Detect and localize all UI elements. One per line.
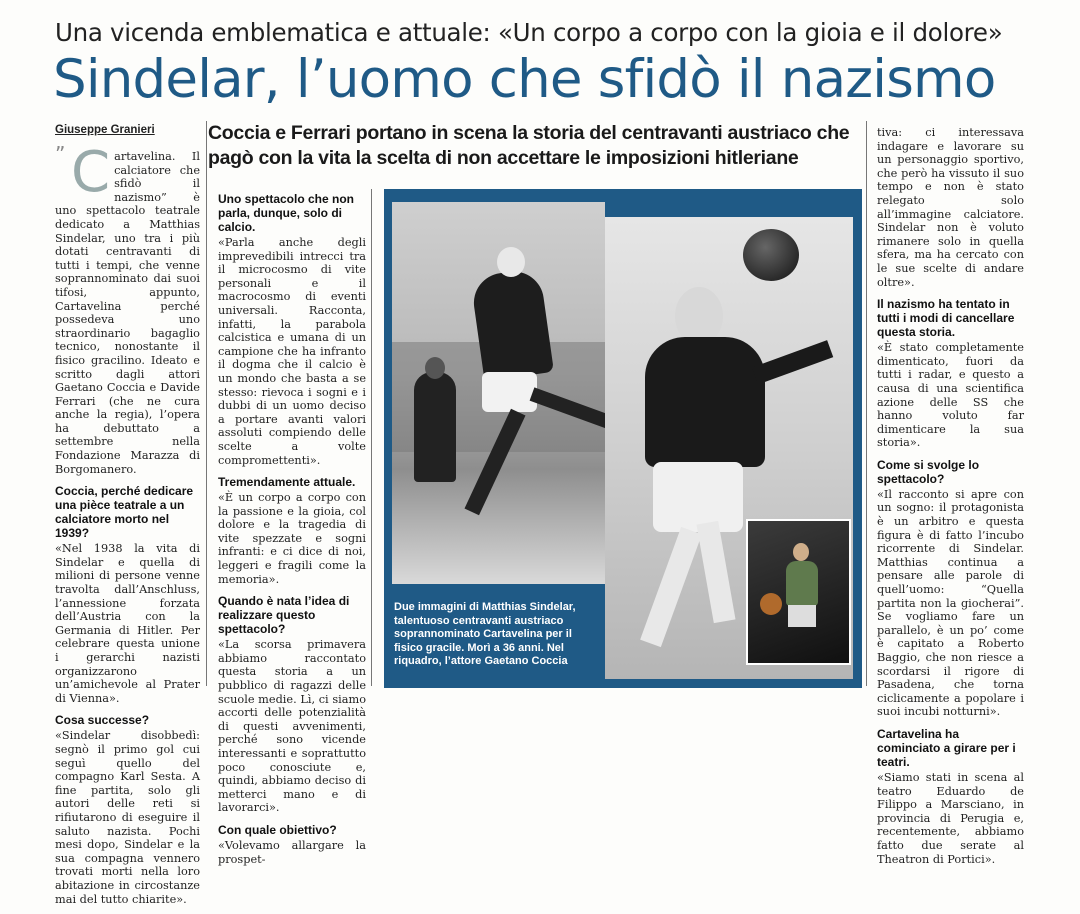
photo-sindelar-kicking	[392, 202, 605, 584]
answer: «Parla anche degli imprevedibili intrecci tra il microcosmo di vite personali e il macrocosmo di eventi universali. Racconta, infatti, la parabola calcistica e umana di un campione che ha infranto il dogma che il calcio è un mondo che basta a se stesso: rievoca i sogni e i dubbi di un uomo deciso a portare avanti valori assoluti compiendo delle scelte a volte compromettenti».	[218, 236, 366, 467]
answer: «È stato completamente dimenticato, fuori da tutti i radar, e questo a causa di una scientifica azione delle SS che hanno voluto far dimenticare la sua storia».	[877, 341, 1024, 450]
player-leg	[640, 527, 702, 647]
deck-subtitle: Coccia e Ferrari portano in scena la storia del centravanti austriaco che pagò con la vita la scelta di non accettare le imposizioni hitleriane	[208, 122, 850, 169]
player-silhouette	[414, 372, 456, 482]
kicker: Una vicenda emblematica e attuale: «Un corpo a corpo con la gioia e il dolore»	[55, 18, 1003, 47]
headline: Sindelar, l’uomo che sfidò il nazismo	[53, 49, 996, 110]
player-silhouette	[645, 337, 765, 467]
player-silhouette	[470, 268, 554, 382]
dropcap: C	[71, 140, 111, 205]
answer: «Siamo stati in scena al teatro Eduardo de Filippo a Marsciano, in provincia di Perugia e, recentemente, abbiamo fatto due serate al Theatron di Portici».	[877, 770, 1024, 866]
answer: «La scorsa primavera abbiamo raccontato questa storia a un pubblico di ragazzi delle scuole medie. Lì, ci siamo accorti delle potenzialità di questi avvenimenti, perché sono vicende interessanti e soprattutto poco conosciute e, quindi, abbiamo deciso di metterci mano e di lavorarci».	[218, 638, 366, 815]
ball	[760, 593, 782, 615]
player-shorts	[653, 462, 743, 532]
answer: «È un corpo a corpo con la passione e la gioia, col dolore e la tragedia di vite spezzate e sogni infranti: e ci dice di noi, leggeri e fragili come la memoria».	[218, 491, 366, 586]
player-shorts	[788, 605, 816, 627]
player-head	[425, 357, 445, 379]
question: Cosa successe?	[55, 713, 150, 728]
quote-mark: ”	[55, 142, 66, 166]
column-3	[877, 126, 1024, 874]
column-divider	[371, 189, 372, 686]
question: Con quale obiettivo?	[218, 822, 337, 837]
player-arm	[752, 340, 833, 384]
ball	[743, 229, 799, 281]
answer: «Nel 1938 la vita di Sindelar e quella di milioni di persone venne travolta dall’Anschluss, l’annessione forzata dell’Austria con la Germania di Hitler. Per celebrare questa unione i gerarchi nazisti organizzarono un’amichevole al Prater di Vienna».	[55, 542, 200, 705]
answer: tiva: ci interessava indagare e lavorare su un personaggio sportivo, che però ha vissuto il suo tempo e non è stato relegato solo all’immagine calciatore. Sindelar non è voluto rimanere solo in quella sfera, ma ha cercato con le sue scelte di andare oltre».	[877, 126, 1024, 289]
player-leg	[696, 521, 735, 623]
question: Cartavelina ha cominciato a girare per i teatri.	[877, 726, 1016, 769]
column-divider	[206, 121, 207, 686]
photo-frame	[384, 189, 862, 688]
question: Il nazismo ha tentato in tutti i modi di cancellare questa storia.	[877, 297, 1015, 340]
player-head	[793, 543, 809, 561]
article-intro	[55, 140, 200, 476]
answer: «Volevamo allargare la prospet-	[218, 838, 366, 866]
column-2	[218, 192, 366, 874]
column-1	[55, 140, 200, 914]
question: Tremendamente attuale.	[218, 475, 356, 490]
question: Uno spettacolo che non parla, dunque, solo di calcio.	[218, 192, 355, 234]
player-silhouette	[786, 561, 818, 606]
column-divider	[866, 121, 867, 686]
question: Come si svolge lo spettacolo?	[877, 457, 980, 486]
intro-paragraph: artavelina. Il calciatore che sfidò il nazismo” è uno spettacolo teatrale dedicato a Matthias Sindelar, uno tra i più dotati centravanti di tutti i tempi, che venne soprannominato dai suoi tifosi, appunto, Cartavelina perché possedeva uno straordinario bagaglio tecnico, nonostante il fisico gracilino. Ideato e scritto dagli attori Gaetano Coccia e Davide Ferrari (che ne cura anche la regia), l’opera ha debuttato a settembre nella Fondazione Marazza di Borgomanero.	[55, 150, 200, 476]
question: Quando è nata l’idea di realizzare questo spettacolo?	[218, 594, 350, 637]
answer: «Sindelar disobbedì: segnò il primo gol cui seguì quello del compagno Karl Sesta. A fine partita, solo gli autori delle reti si rifiutarono di eseguire il saluto nazista. Pochi mesi dopo, Sindelar e la sua compagna vennero trovati morti nella loro abitazione in circostanze mai del tutto chiarite».	[55, 729, 200, 906]
player-shorts	[482, 372, 537, 412]
photo-inset-actor	[746, 519, 851, 665]
author-byline: Giuseppe Granieri	[55, 124, 155, 136]
question: Coccia, perché dedicare una pièce teatrale a un calciatore morto nel 1939?	[55, 484, 194, 541]
player-head	[497, 247, 525, 277]
answer: «Il racconto si apre con un sogno: il protagonista è un arbitro e questa figura è di fatto l’incubo ricorrente di Sindelar. Matthias continua a pensare alle parole di quell’uomo: “Quella partita non la giocherai”. Se vogliamo fare un parallelo, è un po’ come è capitato a Roberto Baggio, che non riesce a scordarsi il rigore di Pasadena, che torna ciclicamente a popolare i suoi incubi notturni».	[877, 487, 1024, 719]
photo-caption: Due immagini di Matthias Sindelar, talentuoso centravanti austriaco soprannominato Cartavelina per il fisico gracile. Morì a 36 anni. Nel riquadro, l’attore Gaetano Coccia	[394, 601, 576, 667]
